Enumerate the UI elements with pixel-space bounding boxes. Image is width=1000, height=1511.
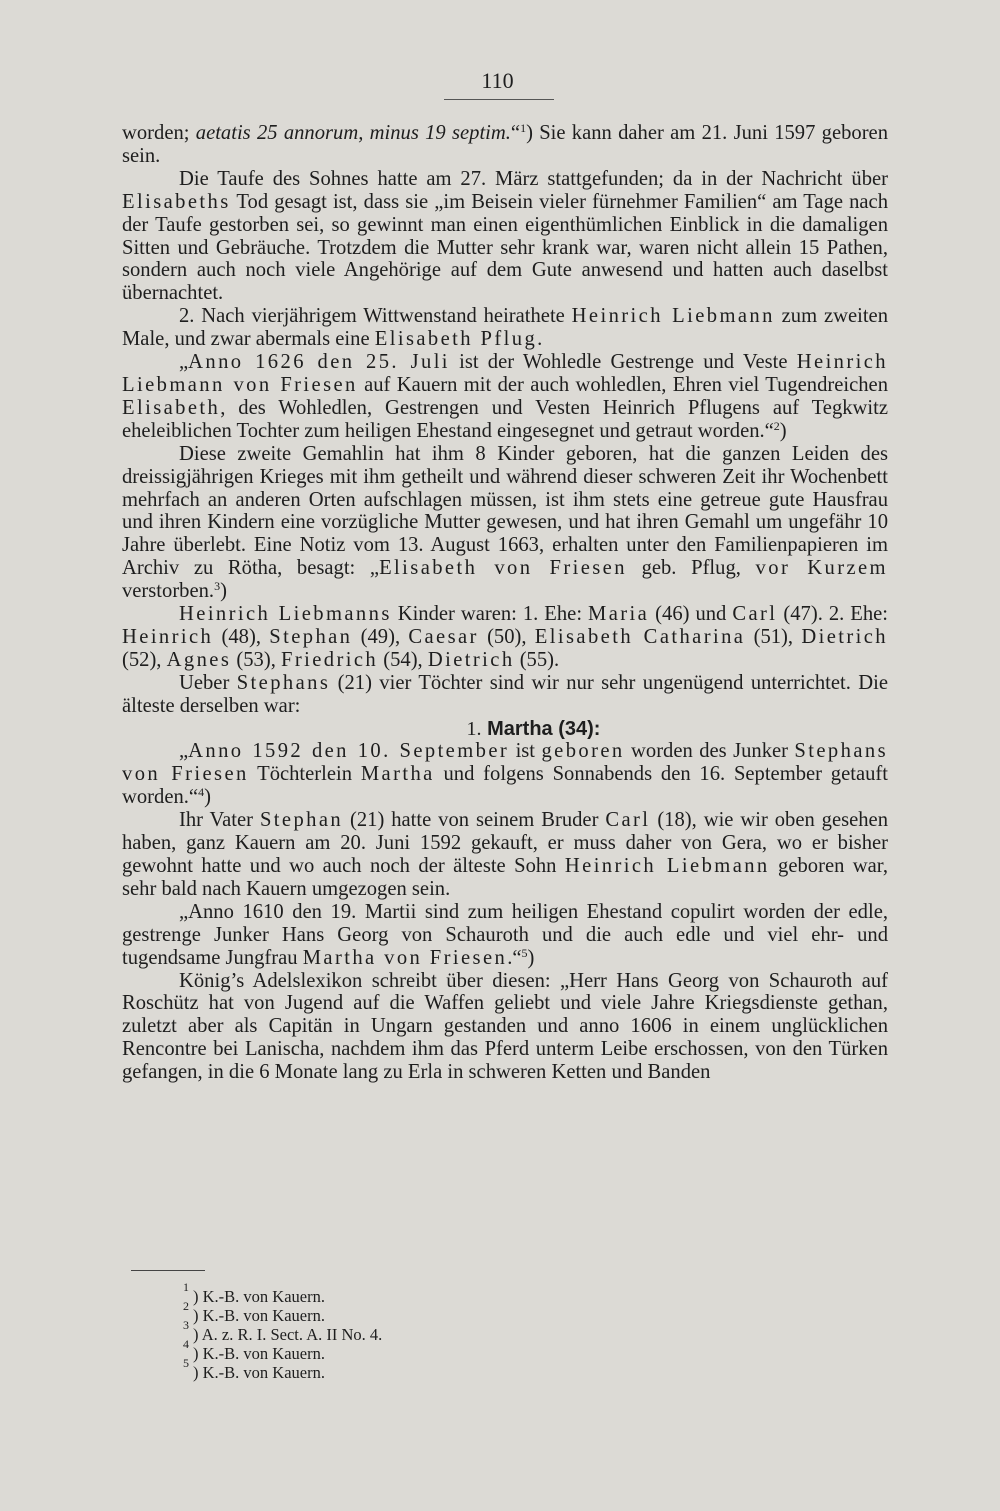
- text-run: (46) und: [649, 603, 733, 626]
- footnote-text: ) K.-B. von Kauern.: [193, 1306, 325, 1326]
- footnote-text: ) K.-B. von Kauern.: [193, 1287, 325, 1306]
- text-run: (49),: [352, 625, 409, 648]
- spaced-name: Stephans von Friesen: [122, 740, 888, 786]
- text-run: .: [537, 328, 543, 351]
- text-run: ist der Wohledle Gestrenge und Veste: [449, 351, 797, 374]
- spaced-name: Stephans: [236, 671, 331, 694]
- footnote-reference: 4: [198, 785, 205, 800]
- spaced-name: Dietrich: [801, 625, 889, 648]
- paragraph-p5: [122, 443, 888, 603]
- text-run: Die Taufe des Sohnes hatte am 27. März stattgefunden; da in der Nachricht über: [179, 167, 888, 190]
- spaced-name: Martha: [360, 763, 435, 786]
- paragraph-p2: [122, 168, 888, 305]
- latin-quote: aetatis 25 annorum, minus 19 septim.: [195, 122, 511, 144]
- text-run: 2. Nach vierjährigem Wittwenstand heirathete: [179, 305, 572, 328]
- footnote: [183, 1318, 583, 1345]
- footnote-mark: 3: [183, 1318, 189, 1333]
- body-text: [122, 122, 888, 1084]
- paragraph-p4: [122, 351, 888, 443]
- text-run: (47). 2. Ehe:: [777, 603, 888, 626]
- text-run: auf Kauern mit der auch wohledlen, Ehren viel Tugendreichen: [357, 373, 888, 396]
- footnote-rule: [131, 1270, 205, 1271]
- text-run: ): [204, 786, 211, 809]
- footnote: [183, 1337, 583, 1364]
- footnote-mark: 2: [183, 1299, 189, 1314]
- text-run: „: [179, 740, 189, 763]
- spaced-name: Carl: [732, 603, 778, 626]
- text-run: Tod gesagt ist, dass sie „im Beisein vieler fürnehmer Familien“ am Tage nach der Taufe gestorben sei, so gewinnt man einen eigenthümlichen Einblick in die damaligen Sitten und Gebräuche. Trotzdem die Mutter sehr krank war, waren nicht allein 15 Pathen, sondern auch noch viele Angehörige auf dem Gute anwesend und hatten auch daselbst übernachtet.: [122, 190, 888, 305]
- text-run: “: [510, 122, 521, 144]
- paragraph-p11: [122, 970, 888, 1085]
- text-run: (51),: [745, 625, 802, 648]
- spaced-name: Heinrich Liebmann: [564, 855, 770, 877]
- text-run: Töchterlein: [248, 763, 361, 786]
- spaced-name: Heinrich Liebmanns: [179, 603, 392, 626]
- footnote-reference: 3: [214, 579, 221, 594]
- spaced-name: Caesar: [408, 625, 479, 648]
- spaced-name: geboren: [541, 740, 625, 763]
- paragraph-p6: [122, 603, 888, 672]
- paragraph-p9: [122, 809, 888, 901]
- text-run: (55).: [514, 648, 560, 671]
- text-run: ): [220, 580, 227, 603]
- spaced-name: Elisabeth Pflug: [374, 328, 538, 351]
- footnote-text: ) K.-B. von Kauern.: [193, 1344, 325, 1364]
- header-rule: [444, 99, 554, 100]
- spaced-name: Elisabeth Catharina: [534, 625, 746, 648]
- text-run: geboren war, sehr bald nach Kauern umgezogen sein.: [122, 855, 888, 900]
- footnote-mark: 1: [183, 1280, 189, 1294]
- text-run: ): [779, 419, 787, 442]
- spaced-name: Carl: [605, 809, 651, 832]
- text-run: Ueber: [179, 671, 237, 694]
- footnote-reference: 5: [521, 945, 528, 960]
- text-run: Diese zweite Gemahlin hat ihm 8 Kinder geboren, hat die ganzen Leiden des dreissigjährigen Krieges mit ihm getheilt und während dieser schweren Zeit ihr Wochenbett mehrfach an anderen Orten aufschlagen müssen, ist ihm stets eine getreue gute Hausfrau und ihren Kindern eine vorzügliche Mutter gewesen, und hat ihren Gemahl um ungefähr 10 Jahre überlebt. Eine Notiz vom 13. August 1663, erhalten unter den Familienpapieren im Archiv zu Rötha, besagt: „: [122, 442, 888, 580]
- text-run: geb. Pflug,: [626, 557, 756, 580]
- text-run: König’s Adelslexikon schreibt über diesen: „Herr Hans Georg von Schauroth auf Roschütz hat von Jugend auf die Waffen geliebt und viele Jahre Kriegsdienste gethan, zuletzt aber als Capitän in Ungarn gestanden und anno 1606 in einem unglücklichen Rencontre bei Lanischa, nachdem ihm das Pferd unterm Leibe erschossen, von den Türken gefangen, in die 6 Monate lang zu Erla in schweren Ketten und Banden: [122, 969, 888, 1084]
- text-run: (21) hatte von seinem Bruder: [343, 809, 606, 832]
- paragraph-p7: [122, 672, 888, 718]
- footnote-mark: 4: [183, 1337, 189, 1352]
- text-run: (52),: [122, 648, 167, 671]
- footnote-text: ) K.-B. von Kauern.: [193, 1363, 325, 1383]
- text-run: zum zweiten Male, und zwar abermals eine: [122, 305, 888, 351]
- spaced-name: Agnes: [166, 648, 232, 671]
- text-run: „: [179, 351, 189, 374]
- text-run: .“: [507, 946, 522, 969]
- text-run: (18), wie wir oben gesehen haben, ganz Kauern am 20. Juni 1592 gekauft, er muss daher von Gera, wo er bisher gewohnt hatte und wo auch noch der älteste Sohn: [122, 809, 888, 877]
- spaced-name: Elisabeths: [122, 190, 231, 213]
- spaced-name: Heinrich: [122, 625, 214, 648]
- page-number: 110: [481, 68, 514, 93]
- paragraph-p10: [122, 901, 888, 970]
- spaced-name: Stephan: [269, 625, 353, 648]
- text-run: und folgens Sonnabends den 16. September getauft worden.“: [122, 763, 888, 809]
- text-run: Ihr Vater: [179, 809, 260, 832]
- text-run: verstorben.: [122, 580, 215, 603]
- paragraph-p3: [122, 305, 888, 351]
- text-run: ): [527, 946, 535, 969]
- text-run: (54),: [378, 648, 428, 671]
- text-run: (50),: [478, 625, 535, 648]
- text-run: (48),: [213, 625, 270, 648]
- paragraph-p1: [122, 122, 888, 168]
- text-run: worden des Junker: [624, 740, 795, 763]
- spaced-name: Elisabeth: [122, 396, 221, 419]
- spaced-name: vor Kurzem: [755, 557, 888, 580]
- spaced-name: Maria: [588, 603, 650, 626]
- text-run: ) Sie kann daher am 21. Juni 1597 geboren sein.: [122, 122, 888, 167]
- spaced-name: Anno 1592 den 10. September: [188, 740, 510, 763]
- text-run: Kinder waren: 1. Ehe:: [391, 603, 589, 626]
- footnote-reference: 2: [773, 418, 780, 433]
- text-run: ist: [509, 740, 542, 763]
- text-run: , des Wohledlen, Gestrengen und Vesten Heinrich Pflugens auf Tegkwitz eheleiblichen Tochter zum heiligen Ehestand eingesegnet und getraut worden.“: [122, 396, 888, 442]
- footnote-reference: 1: [520, 121, 527, 135]
- text-run: „Anno 1610 den 19. Martii sind zum heiligen Ehestand copulirt worden der edle, gestrenge Junker Hans Georg von Schauroth und die auch edle und viel ehr- und tugendsame Jungfrau: [122, 900, 888, 969]
- footnote-mark: 5: [183, 1356, 189, 1371]
- spaced-name: Elisabeth von Friesen: [379, 557, 627, 580]
- spaced-name: Heinrich Liebmann von Friesen: [122, 351, 888, 396]
- footnotes: [183, 1280, 583, 1383]
- spaced-name: Heinrich Liebmann: [571, 305, 775, 328]
- spaced-name: Dietrich: [427, 648, 515, 671]
- text-run: worden;: [122, 122, 196, 144]
- footnote-text: ) A. z. R. I. Sect. A. II No. 4.: [193, 1325, 383, 1345]
- paragraph-p8: [122, 740, 888, 809]
- footnote: [183, 1299, 583, 1326]
- spaced-name: Friedrich: [281, 648, 379, 671]
- spaced-name: Anno 1626 den 25. Juli: [188, 351, 450, 374]
- spaced-name: Stephan: [259, 809, 344, 832]
- section-heading: [122, 718, 888, 741]
- spaced-name: Martha von Friesen: [302, 946, 508, 969]
- section-title: Martha (34):: [487, 717, 601, 740]
- footnote: [183, 1280, 583, 1306]
- text-run: (53),: [231, 648, 281, 671]
- footnote: [183, 1356, 583, 1383]
- section-number: 1.: [466, 717, 482, 740]
- text-run: (21) vier Töchter sind wir nur sehr ungenügend unterrichtet. Die älteste derselben war:: [122, 671, 888, 717]
